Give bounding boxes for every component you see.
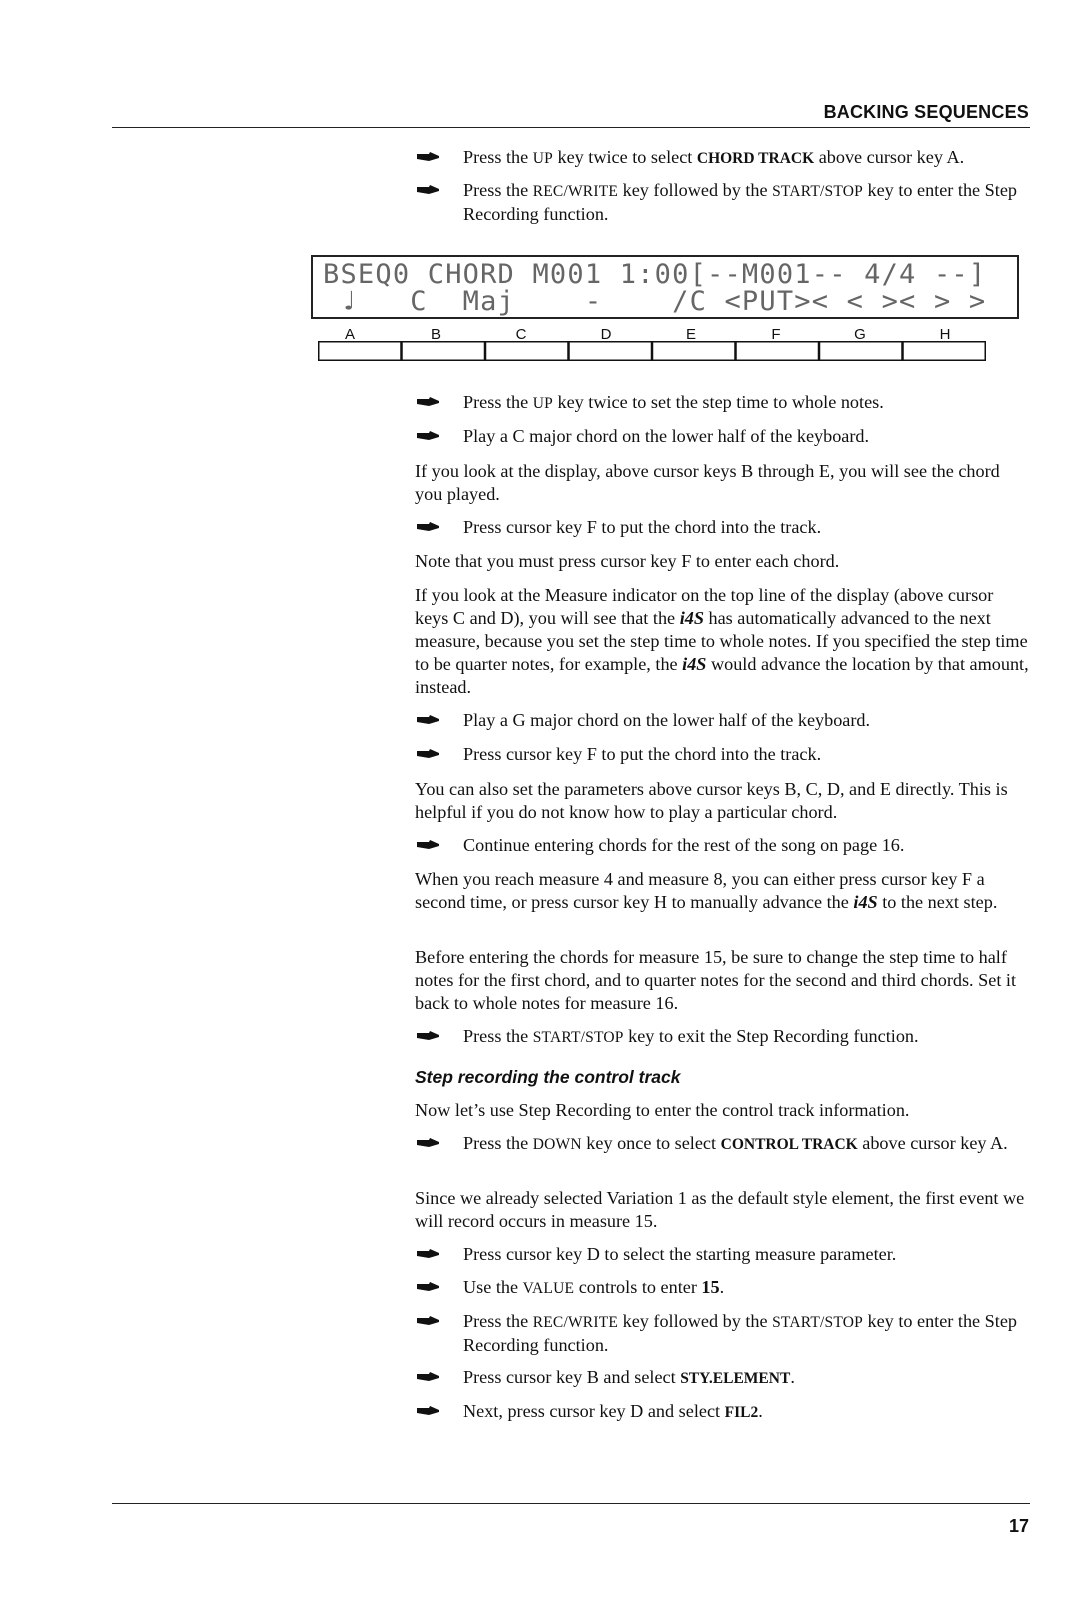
pointing-hand-icon [417, 1031, 439, 1041]
paragraph: If you look at the display, above cursor keys B through E, you will see the chord you played. [415, 461, 1000, 504]
paragraph: If you look at the Measure indicator on the top line of the display (above cursor keys C and D), you will see that the i4S has automatically advanced to the next measure, because you set the step time to whole notes. If you specified the step time to be quarter notes, for example, the i4S would advance the location by that amount, instead. [415, 585, 1029, 697]
paragraph: Note that you must press cursor key F to enter each chord. [415, 551, 840, 571]
paragraph: Now let’s use Step Recording to enter the control track information. [415, 1100, 910, 1120]
pointing-hand-icon [417, 749, 439, 759]
cursor-key-bar [318, 341, 986, 361]
step-item: Press cursor key B and select STY.ELEMENT. [415, 1366, 1030, 1390]
lcd-line-1: BSEQ0 CHORD M001 1:00[--M001-- 4/4 --] [323, 259, 987, 290]
step-item: Press the REC/WRITE key followed by the START/STOP key to enter the Step Recording function. [415, 1310, 1030, 1357]
cursor-key-label-e: E [685, 326, 696, 343]
step-item: Press the REC/WRITE key followed by the START/STOP key to enter the Step Recording function. [415, 179, 1030, 226]
paragraph: You can also set the parameters above cursor keys B, C, D, and E directly. This is helpful if you do not know how to play a particular chord. [415, 779, 1008, 822]
step-item: Press cursor key D to select the starting measure parameter. [415, 1243, 1030, 1266]
pointing-hand-icon [417, 1406, 439, 1416]
paragraph: When you reach measure 4 and measure 8, you can either press cursor key F a second time, or press cursor key H to manually advance the i4S to the next step. [415, 869, 998, 912]
cursor-key-label-b: B [430, 326, 441, 343]
step-item: Press the DOWN key once to select CONTROL TRACK above cursor key A. [415, 1132, 1030, 1156]
lcd-display [311, 255, 1019, 319]
cursor-key-label-a: A [344, 326, 355, 343]
step-item: Press cursor key F to put the chord into the track. [415, 743, 1030, 766]
lcd-line-2: ♩ C Maj - /C <PUT>< < >< > > [323, 286, 987, 317]
section-heading: Step recording the control track [415, 1067, 681, 1087]
pointing-hand-icon [417, 522, 439, 532]
pointing-hand-icon [417, 431, 439, 441]
step-item: Continue entering chords for the rest of the song on page 16. [415, 834, 1030, 857]
header-rule [112, 127, 1030, 128]
footer-rule [112, 1503, 1030, 1504]
pointing-hand-icon [417, 840, 439, 850]
pointing-hand-icon [417, 1138, 439, 1148]
cursor-key-label-h: H [939, 326, 951, 343]
pointing-hand-icon [417, 715, 439, 725]
step-item: Play a G major chord on the lower half of the keyboard. [415, 709, 1030, 732]
pointing-hand-icon [417, 1282, 439, 1292]
running-header: BACKING SEQUENCES [823, 102, 1029, 122]
step-item: Press the UP key twice to select CHORD TRACK above cursor key A. [415, 146, 1030, 170]
page-number: 17 [1008, 1516, 1029, 1536]
pointing-hand-icon [417, 1249, 439, 1259]
cursor-key-label-d: D [600, 326, 612, 343]
step-item: Use the VALUE controls to enter 15. [415, 1276, 1030, 1300]
step-item: Press the START/STOP key to exit the Step Recording function. [415, 1025, 1030, 1049]
pointing-hand-icon [417, 397, 439, 407]
pointing-hand-icon [417, 185, 439, 195]
cursor-key-label-g: G [854, 326, 866, 343]
step-item: Press the UP key twice to set the step time to whole notes. [415, 391, 1030, 415]
pointing-hand-icon [417, 152, 439, 162]
step-item: Play a C major chord on the lower half of the keyboard. [415, 425, 1030, 448]
step-item: Press cursor key F to put the chord into the track. [415, 516, 1030, 539]
step-item: Next, press cursor key D and select FIL2. [415, 1400, 1030, 1424]
cursor-key-label-c: C [515, 326, 527, 343]
cursor-key-label-f: F [771, 326, 781, 343]
pointing-hand-icon [417, 1316, 439, 1326]
pointing-hand-icon [417, 1372, 439, 1382]
paragraph: Before entering the chords for measure 15, be sure to change the step time to half notes for the first chord, and to quarter notes for the second and third chords. Set it back to whole notes for measure 16. [415, 947, 1017, 1013]
paragraph: Since we already selected Variation 1 as the default style element, the first event we will record occurs in measure 15. [415, 1188, 1025, 1231]
